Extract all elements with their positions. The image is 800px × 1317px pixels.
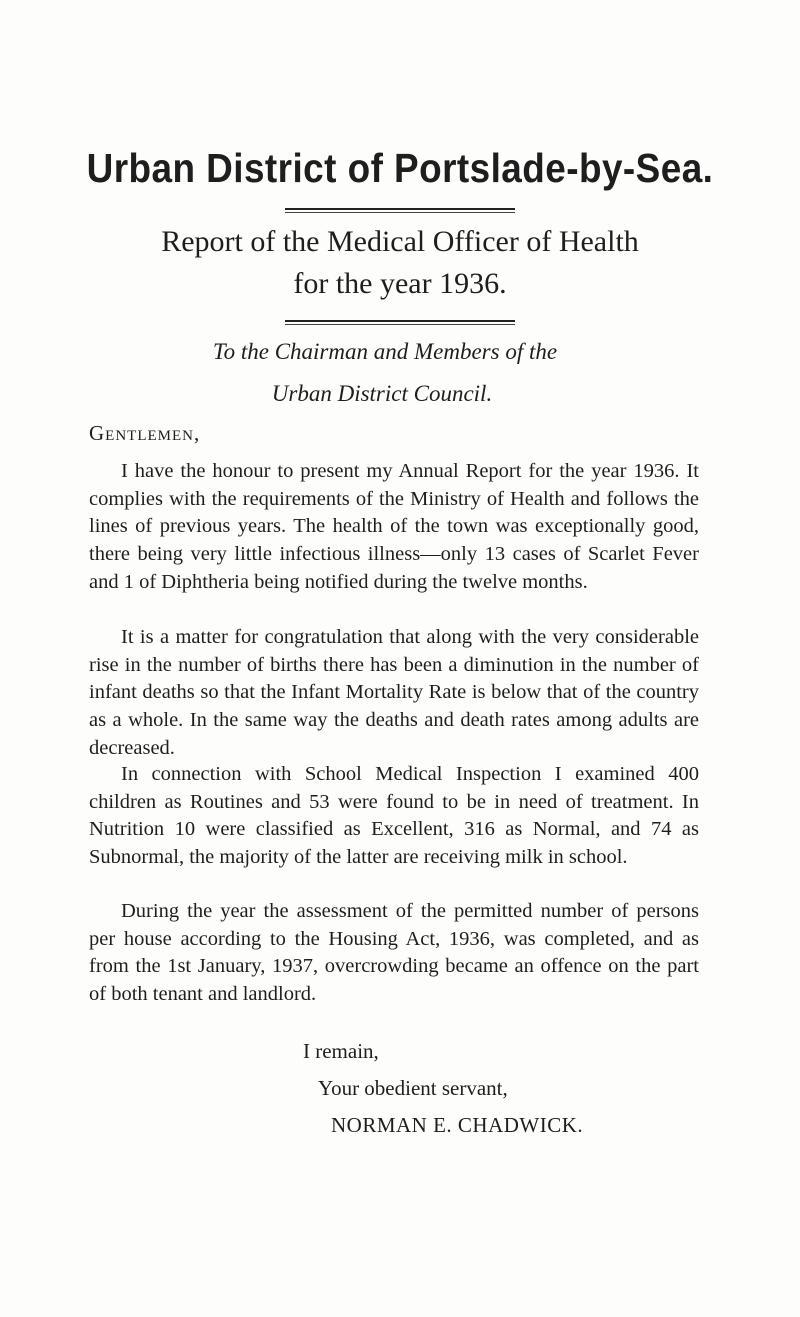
document-title: Urban District of Portslade-by-Sea.: [86, 145, 714, 191]
signature: NORMAN E. CHADWICK.: [331, 1113, 584, 1137]
salutation: Gentlemen,: [89, 421, 201, 445]
report-subtitle-line-1: Report of the Medical Officer of Health: [161, 225, 639, 258]
address-line-2: Urban District Council.: [271, 381, 493, 406]
address-line-1: To the Chairman and Members of the: [212, 339, 558, 364]
paragraph-3: In connection with School Medical Inspection I examined 400 children as Routines and 53 were found to be in need of treatment. In Nutrition 10 were classified as Excellent, 316 as Normal, and 74 as Subnormal, the majority of the latter are receiving milk in school.: [89, 763, 699, 869]
paragraph-4: During the year the assessment of the permitted number of persons per house according to the Housing Act, 1936, was completed, and as from the 1st January, 1937, overcrowding became an offence on the part of both tenant and landlord.: [89, 900, 699, 1006]
closing-remain: I remain,: [303, 1039, 379, 1063]
paragraph-2: It is a matter for congratulation that along with the very considerable rise in the number of births there has been a diminution in the number of infant deaths so that the Infant Mortality Rate is below that of the country as a whole. In the same way the deaths and death rates among adults are decreased.: [89, 626, 699, 759]
subtitle-divider: [285, 320, 515, 325]
paragraph-1: I have the honour to present my Annual Report for the year 1936. It complies with the requirements of the Ministry of Health and follows the lines of previous years. The health of the town was exceptionally good, there being very little infectious illness—only 13 cases of Scarlet Fever and 1 of Diphtheria being notified during the twelve months.: [89, 460, 699, 593]
report-subtitle-line-2: for the year 1936.: [293, 267, 507, 300]
closing-servant: Your obedient servant,: [318, 1076, 508, 1100]
title-divider: [285, 208, 515, 213]
